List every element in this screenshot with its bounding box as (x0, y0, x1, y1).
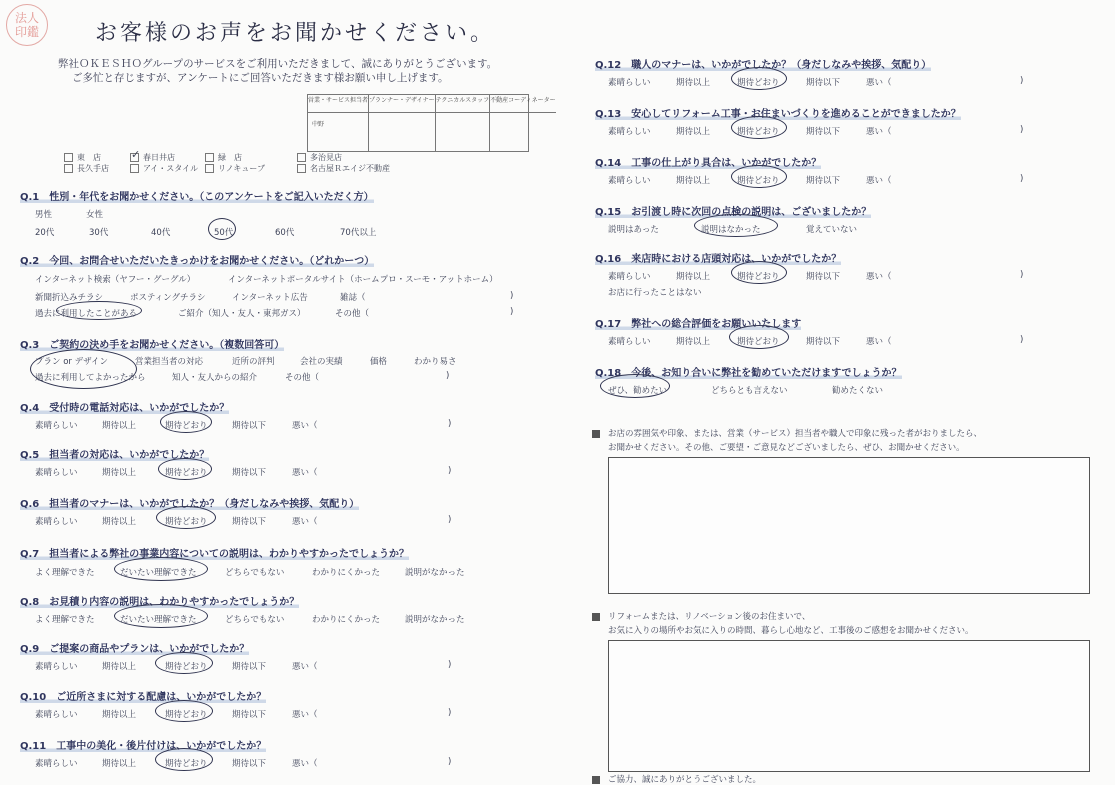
q15-answer-circle (694, 214, 778, 237)
q5-bad-close: ) (448, 466, 452, 476)
q3-clarity[interactable]: わかり易さ (414, 357, 457, 367)
staff-cell-technical[interactable] (436, 113, 490, 151)
q16-below[interactable]: 期待以下 (806, 272, 841, 282)
q1-age-30[interactable]: 30代 (89, 228, 109, 238)
q5-as-expected[interactable]: 期待どおり (165, 468, 208, 478)
q3-plan-design[interactable]: プラン or デザイン (35, 357, 109, 367)
q16-bad-close: ) (1020, 270, 1024, 280)
q17-excellent[interactable]: 素晴らしい (608, 337, 651, 347)
q18-label: Q.18 今後、お知り合いに弊社を勧めていただけますでしょうか？ (595, 368, 902, 379)
q4-as-expected[interactable]: 期待どおり (165, 421, 208, 431)
q3-label: Q.3 ご契約の決め手をお聞かせください。（複数回答可） (20, 340, 285, 351)
q6-bad-close: ) (448, 515, 452, 525)
q7-answer-circle (114, 557, 208, 581)
q3-sales-response[interactable]: 営業担当者の対応 (135, 357, 204, 367)
q14-label: Q.14 工事の仕上がり具合は、いかがでしたか？ (595, 158, 822, 169)
q10-above[interactable]: 期待以上 (102, 710, 137, 720)
q3-answer-circle (30, 349, 137, 389)
check-mark: ✓ (131, 148, 141, 161)
q6-below[interactable]: 期待以下 (232, 517, 267, 527)
q6-bad[interactable]: 悪い（ (292, 517, 318, 527)
q14-bad[interactable]: 悪い（ (866, 176, 892, 186)
q16-answer-circle (731, 261, 787, 284)
q12-below[interactable]: 期待以下 (806, 78, 841, 88)
square-bullet-icon (592, 430, 600, 438)
comment1-prompt-line2: お聞かせください。その他、ご要望・ご意見などございましたら、ぜひ、お聞かせください。 (608, 443, 965, 453)
q2-internet-ad[interactable]: インターネット広告 (232, 293, 308, 303)
q5-answer-circle (158, 458, 212, 480)
comment2-prompt-line1: リフォームまたは、リノベーション後のお住まいで、 (592, 610, 810, 622)
q4-bad-close: ) (448, 419, 452, 429)
q1-age-70[interactable]: 70代以上 (340, 228, 377, 238)
q15-dont-remember[interactable]: 覚えていない (806, 225, 858, 235)
q1-age-60[interactable]: 60代 (275, 228, 295, 238)
q2-internet-search[interactable]: インターネット検索（ヤフー・グーグル） (35, 275, 196, 285)
q16-never-visited[interactable]: お店に行ったことはない (608, 288, 702, 298)
q9-answer-circle (155, 652, 213, 674)
q3-other[interactable]: その他（ (285, 373, 320, 383)
q18-recommend[interactable]: ぜひ、勧めたい (608, 386, 668, 396)
q6-as-expected[interactable]: 期待どおり (165, 517, 208, 527)
q5-above[interactable]: 期待以上 (102, 468, 137, 478)
q10-bad[interactable]: 悪い（ (292, 710, 318, 720)
q5-bad[interactable]: 悪い（ (292, 468, 318, 478)
q10-as-expected[interactable]: 期待どおり (165, 710, 208, 720)
store-east[interactable]: 東 店 (64, 152, 101, 163)
q17-above[interactable]: 期待以上 (676, 337, 711, 347)
company-seal-stamp: 法人 印鑑 (6, 4, 48, 46)
q17-label: Q.17 弊社への総合評価をお願いいたします (595, 319, 802, 330)
q10-label: Q.10 ご近所さまに対する配慮は、いかがでしたか？ (20, 692, 267, 703)
q14-answer-circle (731, 165, 787, 188)
q11-as-expected[interactable]: 期待どおり (165, 759, 208, 769)
store-nagakute[interactable]: 長久手店 (64, 163, 109, 174)
q2-newspaper-flyer[interactable]: 新聞折込みチラシ (35, 293, 104, 303)
q16-above[interactable]: 期待以上 (676, 272, 711, 282)
q2-label: Q.2 今回、お問合せいただいたきっかけをお聞かせください。（どれかーつ） (20, 256, 375, 267)
q1-age-20[interactable]: 20代 (35, 228, 55, 238)
q12-bad-close: ) (1020, 76, 1024, 86)
square-bullet-icon (592, 613, 600, 621)
q9-as-expected[interactable]: 期待どおり (165, 662, 208, 672)
staff-header-technical: テクニカルスタッフ (436, 95, 490, 113)
q14-above[interactable]: 期待以上 (676, 176, 711, 186)
intro-line-1: 弊社ＯＫＥＳＨＯグループのサービスをご利用いただきまして、誠にありがとうございます。 (58, 58, 498, 70)
q1-female[interactable]: 女性 (86, 210, 104, 220)
q11-below[interactable]: 期待以下 (232, 759, 267, 769)
intro-line-2: ご多忙と存じますが、アンケートにご回答いただきます様お願い申し上げます。 (72, 72, 449, 84)
q2-past-use[interactable]: 過去に利用したことがある (35, 309, 138, 319)
q13-bad-close: ) (1020, 125, 1024, 135)
q12-label: Q.12 職人のマナーは、いかがでしたか？（身だしなみや挨拶、気配り） (595, 60, 932, 71)
q3-past-good[interactable]: 過去に利用してよかったから (35, 373, 146, 383)
q13-label: Q.13 安心してリフォーム工事・お住まいづくりを進めることができましたか？ (595, 109, 961, 120)
q10-excellent[interactable]: 素晴らしい (35, 710, 78, 720)
q7-neutral[interactable]: どちらでもない (225, 568, 285, 578)
q18-answer-circle (600, 374, 670, 398)
staff-cell-realestate[interactable] (490, 113, 556, 151)
q13-below[interactable]: 期待以下 (806, 127, 841, 137)
staff-header-realestate: 不動産コーディネーター (490, 95, 556, 113)
q7-understood[interactable]: よく理解できた (35, 568, 95, 578)
q9-above[interactable]: 期待以上 (102, 662, 137, 672)
q11-above[interactable]: 期待以上 (102, 759, 137, 769)
q12-as-expected[interactable]: 期待どおり (737, 78, 780, 88)
q8-none[interactable]: 説明がなかった (405, 615, 465, 625)
square-bullet-icon (592, 776, 600, 784)
q14-excellent[interactable]: 素晴らしい (608, 176, 651, 186)
staff-signature[interactable]: 中野 (308, 113, 369, 151)
q11-label: Q.11 工事中の美化・後片付けは、いかがでしたか？ (20, 741, 267, 752)
q7-none[interactable]: 説明がなかった (405, 568, 465, 578)
q17-bad-close: ) (1020, 335, 1024, 345)
q12-bad[interactable]: 悪い（ (866, 78, 892, 88)
q10-answer-circle (155, 700, 213, 722)
q13-excellent[interactable]: 素晴らしい (608, 127, 651, 137)
comment1-prompt-line1: お店の雰囲気や印象、または、営業（サービス）担当者や職人で印象に残った者がおりましたら、 (592, 427, 982, 439)
comment2-prompt-line2: お気に入りの場所やお気に入りの時間、暮らし心地など、工事後のご感想をお聞かせください。 (608, 626, 974, 636)
q16-as-expected[interactable]: 期待どおり (737, 272, 780, 282)
q4-excellent[interactable]: 素晴らしい (35, 421, 78, 431)
q12-excellent[interactable]: 素晴らしい (608, 78, 651, 88)
q4-below[interactable]: 期待以下 (232, 421, 267, 431)
q4-answer-circle (160, 411, 212, 433)
q6-excellent[interactable]: 素晴らしい (35, 517, 78, 527)
q16-label: Q.16 来店時における店頭対応は、いかがでしたか？ (595, 254, 842, 265)
q1-answer-circle (208, 218, 236, 240)
q4-bad[interactable]: 悪い（ (292, 421, 318, 431)
q13-bad[interactable]: 悪い（ (866, 127, 892, 137)
q9-bad-close: ) (448, 660, 452, 670)
comment2-textbox[interactable] (608, 640, 1090, 772)
q15-explained[interactable]: 説明はあった (608, 225, 659, 235)
q2-other[interactable]: その他（ (335, 309, 370, 319)
q1-age-40[interactable]: 40代 (151, 228, 171, 238)
q14-below[interactable]: 期待以下 (806, 176, 841, 186)
q16-bad[interactable]: 悪い（ (866, 272, 892, 282)
q3-reputation[interactable]: 近所の評判 (232, 357, 275, 367)
q17-below[interactable]: 期待以下 (806, 337, 841, 347)
q12-above[interactable]: 期待以上 (676, 78, 711, 88)
q1-male[interactable]: 男性 (35, 210, 53, 220)
q3-price[interactable]: 価格 (370, 357, 388, 367)
q7-mostly[interactable]: だいたい理解できた (120, 568, 197, 578)
q8-understood[interactable]: よく理解できた (35, 615, 95, 625)
q3-track-record[interactable]: 会社の実績 (300, 357, 343, 367)
q7-label: Q.7 担当者による弊社の事業内容についての説明は、わかりやすかったでしょうか？ (20, 549, 410, 560)
comment1-textbox[interactable] (608, 457, 1090, 594)
q10-below[interactable]: 期待以下 (232, 710, 267, 720)
q8-label: Q.8 お見積り内容の説明は、わかりやすかったでしょうか？ (20, 597, 300, 608)
q2-other-close: ) (510, 307, 514, 317)
store-midori[interactable]: 緑 店 (205, 152, 242, 163)
q11-bad[interactable]: 悪い（ (292, 759, 318, 769)
q1-label: Q.1 性別・年代をお聞かせください。（このアンケートをご記入いただく方） (20, 192, 374, 203)
q2-portal-site[interactable]: インターネットポータルサイト（ホームプロ・スーモ・アットホーム） (228, 275, 498, 285)
q3-other-close: ) (446, 371, 450, 381)
q18-neutral[interactable]: どちらとも言えない (711, 386, 788, 396)
q9-below[interactable]: 期待以下 (232, 662, 267, 672)
store-nagoya-rage[interactable]: 名古屋Ｒエイジ不動産 (297, 163, 390, 174)
q8-unclear[interactable]: わかりにくかった (312, 615, 381, 625)
q10-bad-close: ) (448, 708, 452, 718)
q17-bad[interactable]: 悪い（ (866, 337, 892, 347)
q7-unclear[interactable]: わかりにくかった (312, 568, 381, 578)
q15-not-explained[interactable]: 説明はなかった (701, 225, 761, 235)
q8-neutral[interactable]: どちらでもない (225, 615, 285, 625)
q2-answer-circle (56, 301, 142, 320)
q6-above[interactable]: 期待以上 (102, 517, 137, 527)
q5-excellent[interactable]: 素晴らしい (35, 468, 78, 478)
store-kasugai[interactable]: ✓ 春日井店 (131, 148, 175, 162)
q4-label: Q.4 受付時の電話対応は、いかがでしたか？ (20, 403, 230, 414)
q9-label: Q.9 ご提案の商品やプランは、いかがでしたか？ (20, 644, 250, 655)
q17-answer-circle (729, 325, 789, 349)
staff-header-planner: プランナー・デザイナー (369, 95, 436, 113)
q12-answer-circle (731, 67, 787, 90)
staff-header-sales: 営業・サービス担当者 (308, 95, 369, 113)
q18-not-recommend[interactable]: 勧めたくない (832, 386, 884, 396)
q13-answer-circle (731, 116, 787, 139)
store-tajimi[interactable]: 多治見店 (297, 152, 342, 163)
q11-bad-close: ) (448, 757, 452, 767)
page-title: お客様のお声をお聞かせください。 (95, 21, 496, 46)
q5-below[interactable]: 期待以下 (232, 468, 267, 478)
q11-excellent[interactable]: 素晴らしい (35, 759, 78, 769)
q1-age-50[interactable]: 50代 (214, 228, 234, 238)
q13-as-expected[interactable]: 期待どおり (737, 127, 780, 137)
q16-excellent[interactable]: 素晴らしい (608, 272, 651, 282)
staff-cell-planner[interactable] (369, 113, 436, 151)
q11-answer-circle (155, 748, 213, 771)
store-istyle[interactable]: アイ・スタイル (130, 163, 198, 174)
q4-above[interactable]: 期待以上 (102, 421, 137, 431)
store-renocube[interactable]: リノキューブ (205, 163, 265, 174)
q15-label: Q.15 お引渡し時に次回の点検の説明は、ございましたか？ (595, 207, 872, 218)
q3-friend-referral[interactable]: 知人・友人からの紹介 (172, 373, 258, 383)
q17-as-expected[interactable]: 期待どおり (737, 337, 780, 347)
q2-magazine[interactable]: 雑誌（ (340, 293, 366, 303)
q8-answer-circle (114, 604, 208, 628)
q13-above[interactable]: 期待以上 (676, 127, 711, 137)
q2-referral[interactable]: ご紹介（知人・友人・東邦ガス） (178, 309, 306, 319)
q5-label: Q.5 担当者の対応は、いかがでしたか？ (20, 450, 210, 461)
staff-table (307, 94, 556, 152)
q2-posting-flyer[interactable]: ポスティングチラシ (130, 293, 206, 303)
q9-excellent[interactable]: 素晴らしい (35, 662, 78, 672)
q6-answer-circle (156, 506, 216, 529)
q14-bad-close: ) (1020, 174, 1024, 184)
footer-thanks: ご協力、誠にありがとうございました。 (592, 773, 761, 785)
q6-label: Q.6 担当者のマナーは、いかがでしたか？（身だしなみや挨拶、気配り） (20, 499, 360, 510)
q9-bad[interactable]: 悪い（ (292, 662, 318, 672)
q8-mostly[interactable]: だいたい理解できた (120, 615, 197, 625)
q2-magazine-close: ) (510, 291, 514, 301)
q14-as-expected[interactable]: 期待どおり (737, 176, 780, 186)
